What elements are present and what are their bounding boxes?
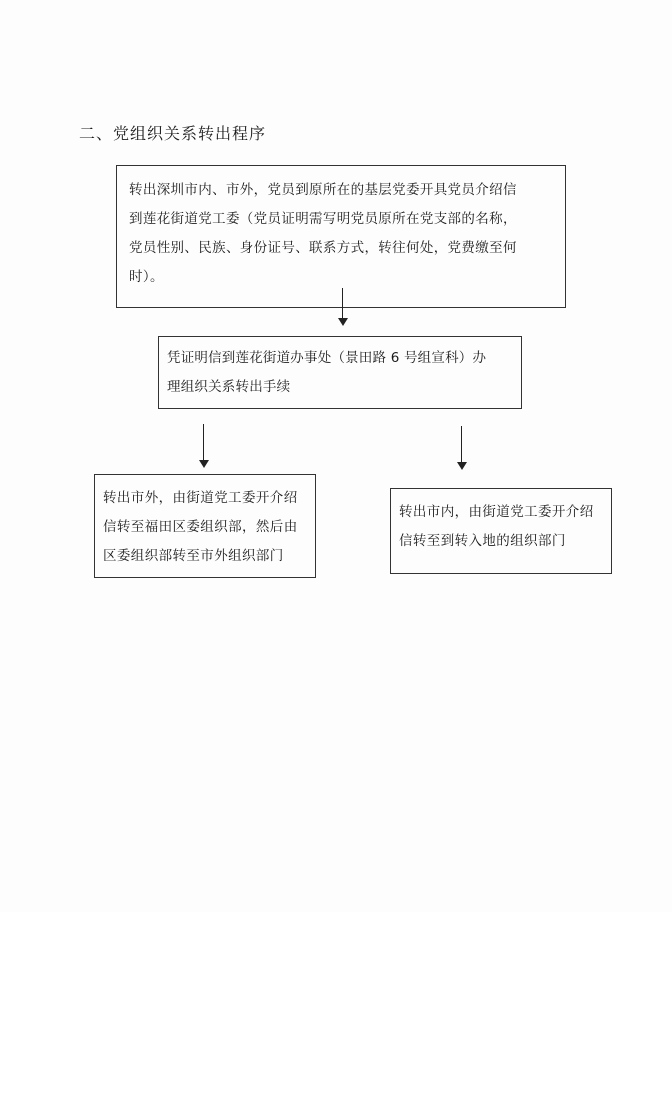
- arrow-stem: [342, 288, 343, 318]
- branch-inside-city-box: [390, 488, 612, 574]
- flow-arrow-down-icon: [198, 424, 210, 468]
- box-text-line: 转出市外，由街道党工委开介绍: [103, 490, 298, 506]
- arrow-head: [338, 318, 348, 326]
- branch-outside-city-box: [94, 474, 316, 578]
- section-heading: 二、党组织关系转出程序: [79, 124, 267, 143]
- flow-arrow-down-icon: [337, 288, 349, 326]
- box-text-line: 区委组织部转至市外组织部门: [103, 548, 284, 564]
- flow-arrow-down-icon: [456, 426, 468, 470]
- box-text-line: 转出市内，由街道党工委开介绍: [399, 504, 594, 520]
- box-text-line: 到莲花街道党工委（党员证明需写明党员原所在党支部的名称，: [129, 211, 517, 227]
- box-text-line: 信转至福田区委组织部，然后由: [103, 519, 298, 535]
- box-text-line: 转出深圳市内、市外，党员到原所在的基层党委开具党员介绍信: [129, 182, 517, 198]
- box-text-line: 时）。: [129, 269, 164, 285]
- step-process-transfer-box: [158, 336, 522, 409]
- step-issue-letter-box: [116, 165, 566, 308]
- box-text-line: 信转至到转入地的组织部门: [399, 533, 566, 549]
- arrow-stem: [461, 426, 462, 462]
- arrow-stem: [203, 424, 204, 460]
- arrow-head: [199, 460, 209, 468]
- box-text-line: 凭证明信到莲花街道办事处（景田路 6 号组宣科）办: [167, 350, 487, 366]
- box-text-line: 理组织关系转出手续: [167, 379, 291, 395]
- arrow-head: [457, 462, 467, 470]
- page-bottom-margin: [0, 912, 672, 1106]
- box-text-line: 党员性别、民族、身份证号、联系方式，转往何处，党费缴至何: [129, 240, 517, 256]
